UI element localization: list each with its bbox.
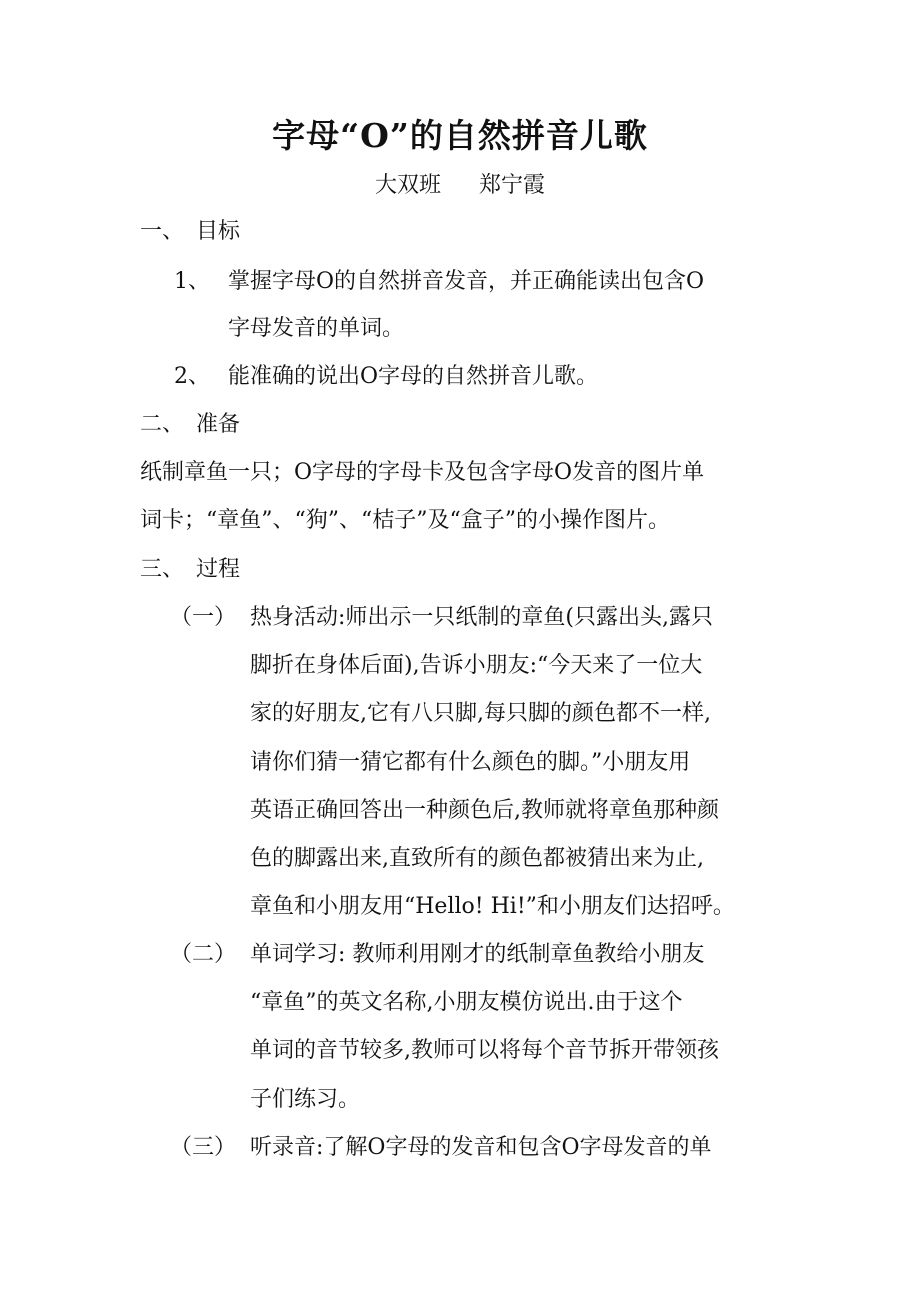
byline-class: 大双班 [374, 173, 441, 198]
list-line: 热身活动:师出示一只纸制的章鱼(只露出头,露只 [250, 605, 713, 630]
byline [0, 168, 920, 204]
list-line: 色的脚露出来,直致所有的颜色都被猜出来为止, [250, 846, 704, 871]
list-number: 1、 [174, 269, 210, 294]
list-line: 字母发音的单词。 [228, 316, 405, 341]
list-number: （一） [170, 605, 237, 630]
list-line: 能准确的说出O字母的自然拼音儿歌。 [228, 364, 599, 389]
paragraph-line: 纸制章鱼一只；O字母的字母卡及包含字母O发音的图片单 [140, 460, 705, 485]
paragraph-line: 词卡；“章鱼”、“狗”、“桔子”及“盒子”的小操作图片。 [140, 508, 670, 533]
list-line: 章鱼和小朋友用“Hello! Hi!”和小朋友们达招呼。 [250, 894, 735, 919]
list-line: 单词的音节较多,教师可以将每个音节拆开带领孩 [250, 1038, 719, 1063]
list-number: （三） [170, 1135, 237, 1160]
section-number: 二、 [140, 412, 185, 437]
list-line: 听录音:了解O字母的发音和包含O字母发音的单 [250, 1135, 712, 1160]
list-line: 单词学习: 教师利用刚才的纸制章鱼教给小朋友 [250, 942, 705, 967]
section-heading: 过程 [196, 557, 241, 582]
list-line: 脚折在身体后面),告诉小朋友:“今天来了一位大 [250, 653, 703, 678]
byline-author: 郑宁霞 [479, 173, 546, 198]
list-number: 2、 [174, 364, 210, 389]
section-number: 一、 [140, 219, 185, 244]
section-number: 三、 [140, 557, 185, 582]
list-line: 英语正确回答出一种颜色后,教师就将章鱼那种颜 [250, 798, 719, 823]
document-title: 字母“O”的自然拼音儿歌 [272, 116, 648, 155]
list-line: 掌握字母O的自然拼音发音，并正确能读出包含O [228, 269, 705, 294]
list-line: 家的好朋友,它有八只脚,每只脚的颜色都不一样, [250, 701, 711, 726]
list-line: 子们练习。 [250, 1087, 361, 1112]
list-line: “章鱼”的英文名称,小朋友模仿说出.由于这个 [250, 990, 683, 1015]
list-number: （二） [170, 942, 237, 967]
list-line: 请你们猜一猜它都有什么颜色的脚。”小朋友用 [250, 750, 691, 775]
section-heading: 准备 [196, 412, 241, 437]
section-heading: 目标 [196, 219, 241, 244]
